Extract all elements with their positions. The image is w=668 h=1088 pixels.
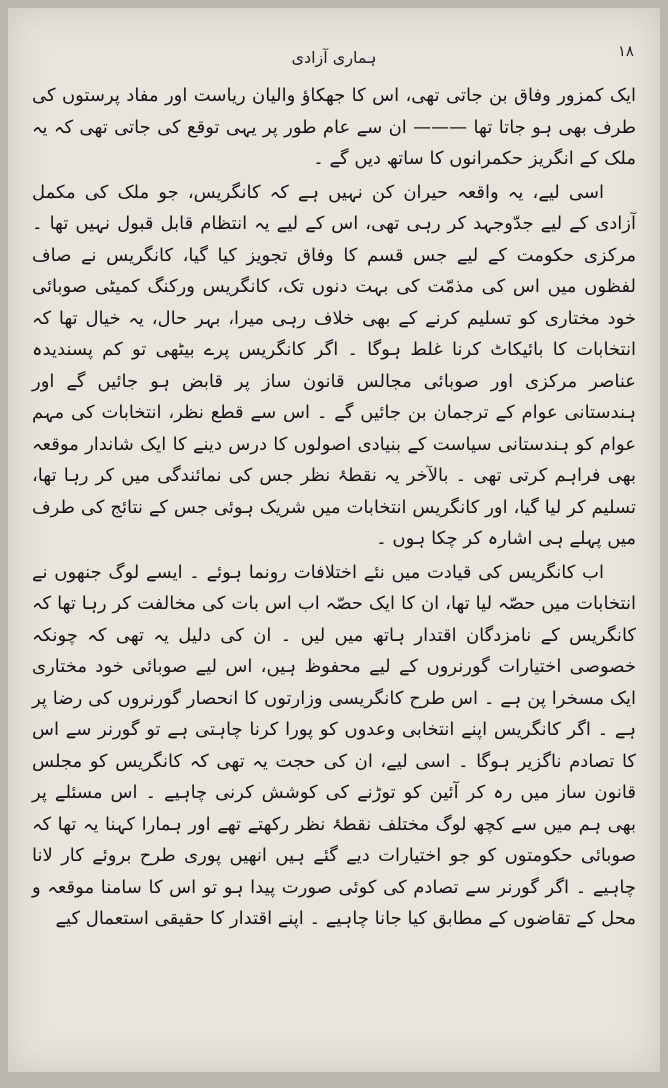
page-body [32, 80, 636, 935]
paragraph: ایک کمزور وفاق بن جاتی تھی، اس کا جھکاؤ والیان ریاست اور مفاد پرستوں کی طرف بھی ہو جاتا تھا ——— ان سے عام طور پر یہی توقع کی جاتی تھی کہ یہ ملک کے انگریز حکمرانوں کا ساتھ دیں گے ۔ [32, 85, 636, 169]
page-number: ۱۸ [617, 42, 634, 60]
paragraph: اسی لیے، یہ واقعہ حیران کن نہیں ہے کہ کانگریس، جو ملک کی مکمل آزادی کے لیے جدّوجہد کر رہی تھی، اس کے لیے یہ انتظام قابل قبول نہیں تھا ۔ مرکزی حکومت کے لیے جس قسم کا وفاق تجویز کیا گیا، کانگریس نے صاف لفظوں میں اس کی مذمّت کی بہت دنوں تک، کانگریس ورکنگ کمیٹی صوبائی خود مختاری کو تسلیم کرنے کے بھی خلاف رہی میرا، بہر حال، یہ خیال تھا کہ انتخابات کا بائیکاٹ کرنا غلط ہوگا ۔ اگر کانگریس پرے بیٹھی تو کم پسندیدہ عناصر مرکزی اور صوبائی مجالس قانون ساز پر قابض ہو جائیں گے اور ہندستانی عوام کے ترجمان بن جائیں گے ۔ اس سے قطع نظر، انتخابات کی مہم عوام کو ہندستانی سیاست کے بنیادی اصولوں کا درس دینے کا ایک شاندار موقعہ بھی فراہم کرتی تھی ۔ بالآخر یہ نقطۂ نظر جس کی نمائندگی میں کر رہا تھا، تسلیم کر لیا گیا، اور کانگریس انتخابات میں شریک ہوئی جس کے نتائج کی طرف میں پہلے ہی اشارہ کر چکا ہوں ۔ [32, 181, 636, 549]
paragraph: اب کانگریس کی قیادت میں نئے اختلافات رونما ہوئے ۔ ایسے لوگ جنھوں نے انتخابات میں حصّہ لیا تھا، ان کا ایک حصّہ اب اس بات کی مخالفت کر رہا تھا کہ کانگریس کے نامزدگان اقتدار ہاتھ میں لیں ۔ ان کی دلیل یہ تھی کہ چونکہ خصوصی اختیارات گورنروں کے لیے محفوظ ہیں، اس لیے صوبائی خود مختاری ایک مسخرا پن ہے ۔ اس طرح کانگریسی وزارتوں کا انحصار گورنروں کی رضا پر ہے ۔ اگر کانگریس اپنے انتخابی وعدوں کو پورا کرنا چاہتی ہے تو گورنر سے اس کا تصادم ناگزیر ہوگا ۔ اسی لیے، ان کی حجت یہ تھی کہ کانگریس کو مجلس قانون ساز میں رہ کر آئین کو توڑنے کی کوشش کرنی چاہیے ۔ اس مسئلے پر بھی ہم میں سے کچھ لوگ مختلف نقطۂ نظر رکھتے تھے اور ہمارا کہنا یہ تھا کہ صوبائی حکومتوں کو جو اختیارات دیے گئے ہیں انھیں پوری طرح بروئے کار لانا چاہیے ۔ اگر گورنر سے تصادم کی کوئی صورت پیدا ہو تو اس کا سامنا موقعہ و محل کے تقاضوں کے مطابق کیا جانا چاہیے ۔ اپنے اقتدار کا حقیقی استعمال کیے [32, 561, 636, 929]
book-page [8, 8, 660, 1072]
running-head: ہماری آزادی [291, 48, 377, 67]
